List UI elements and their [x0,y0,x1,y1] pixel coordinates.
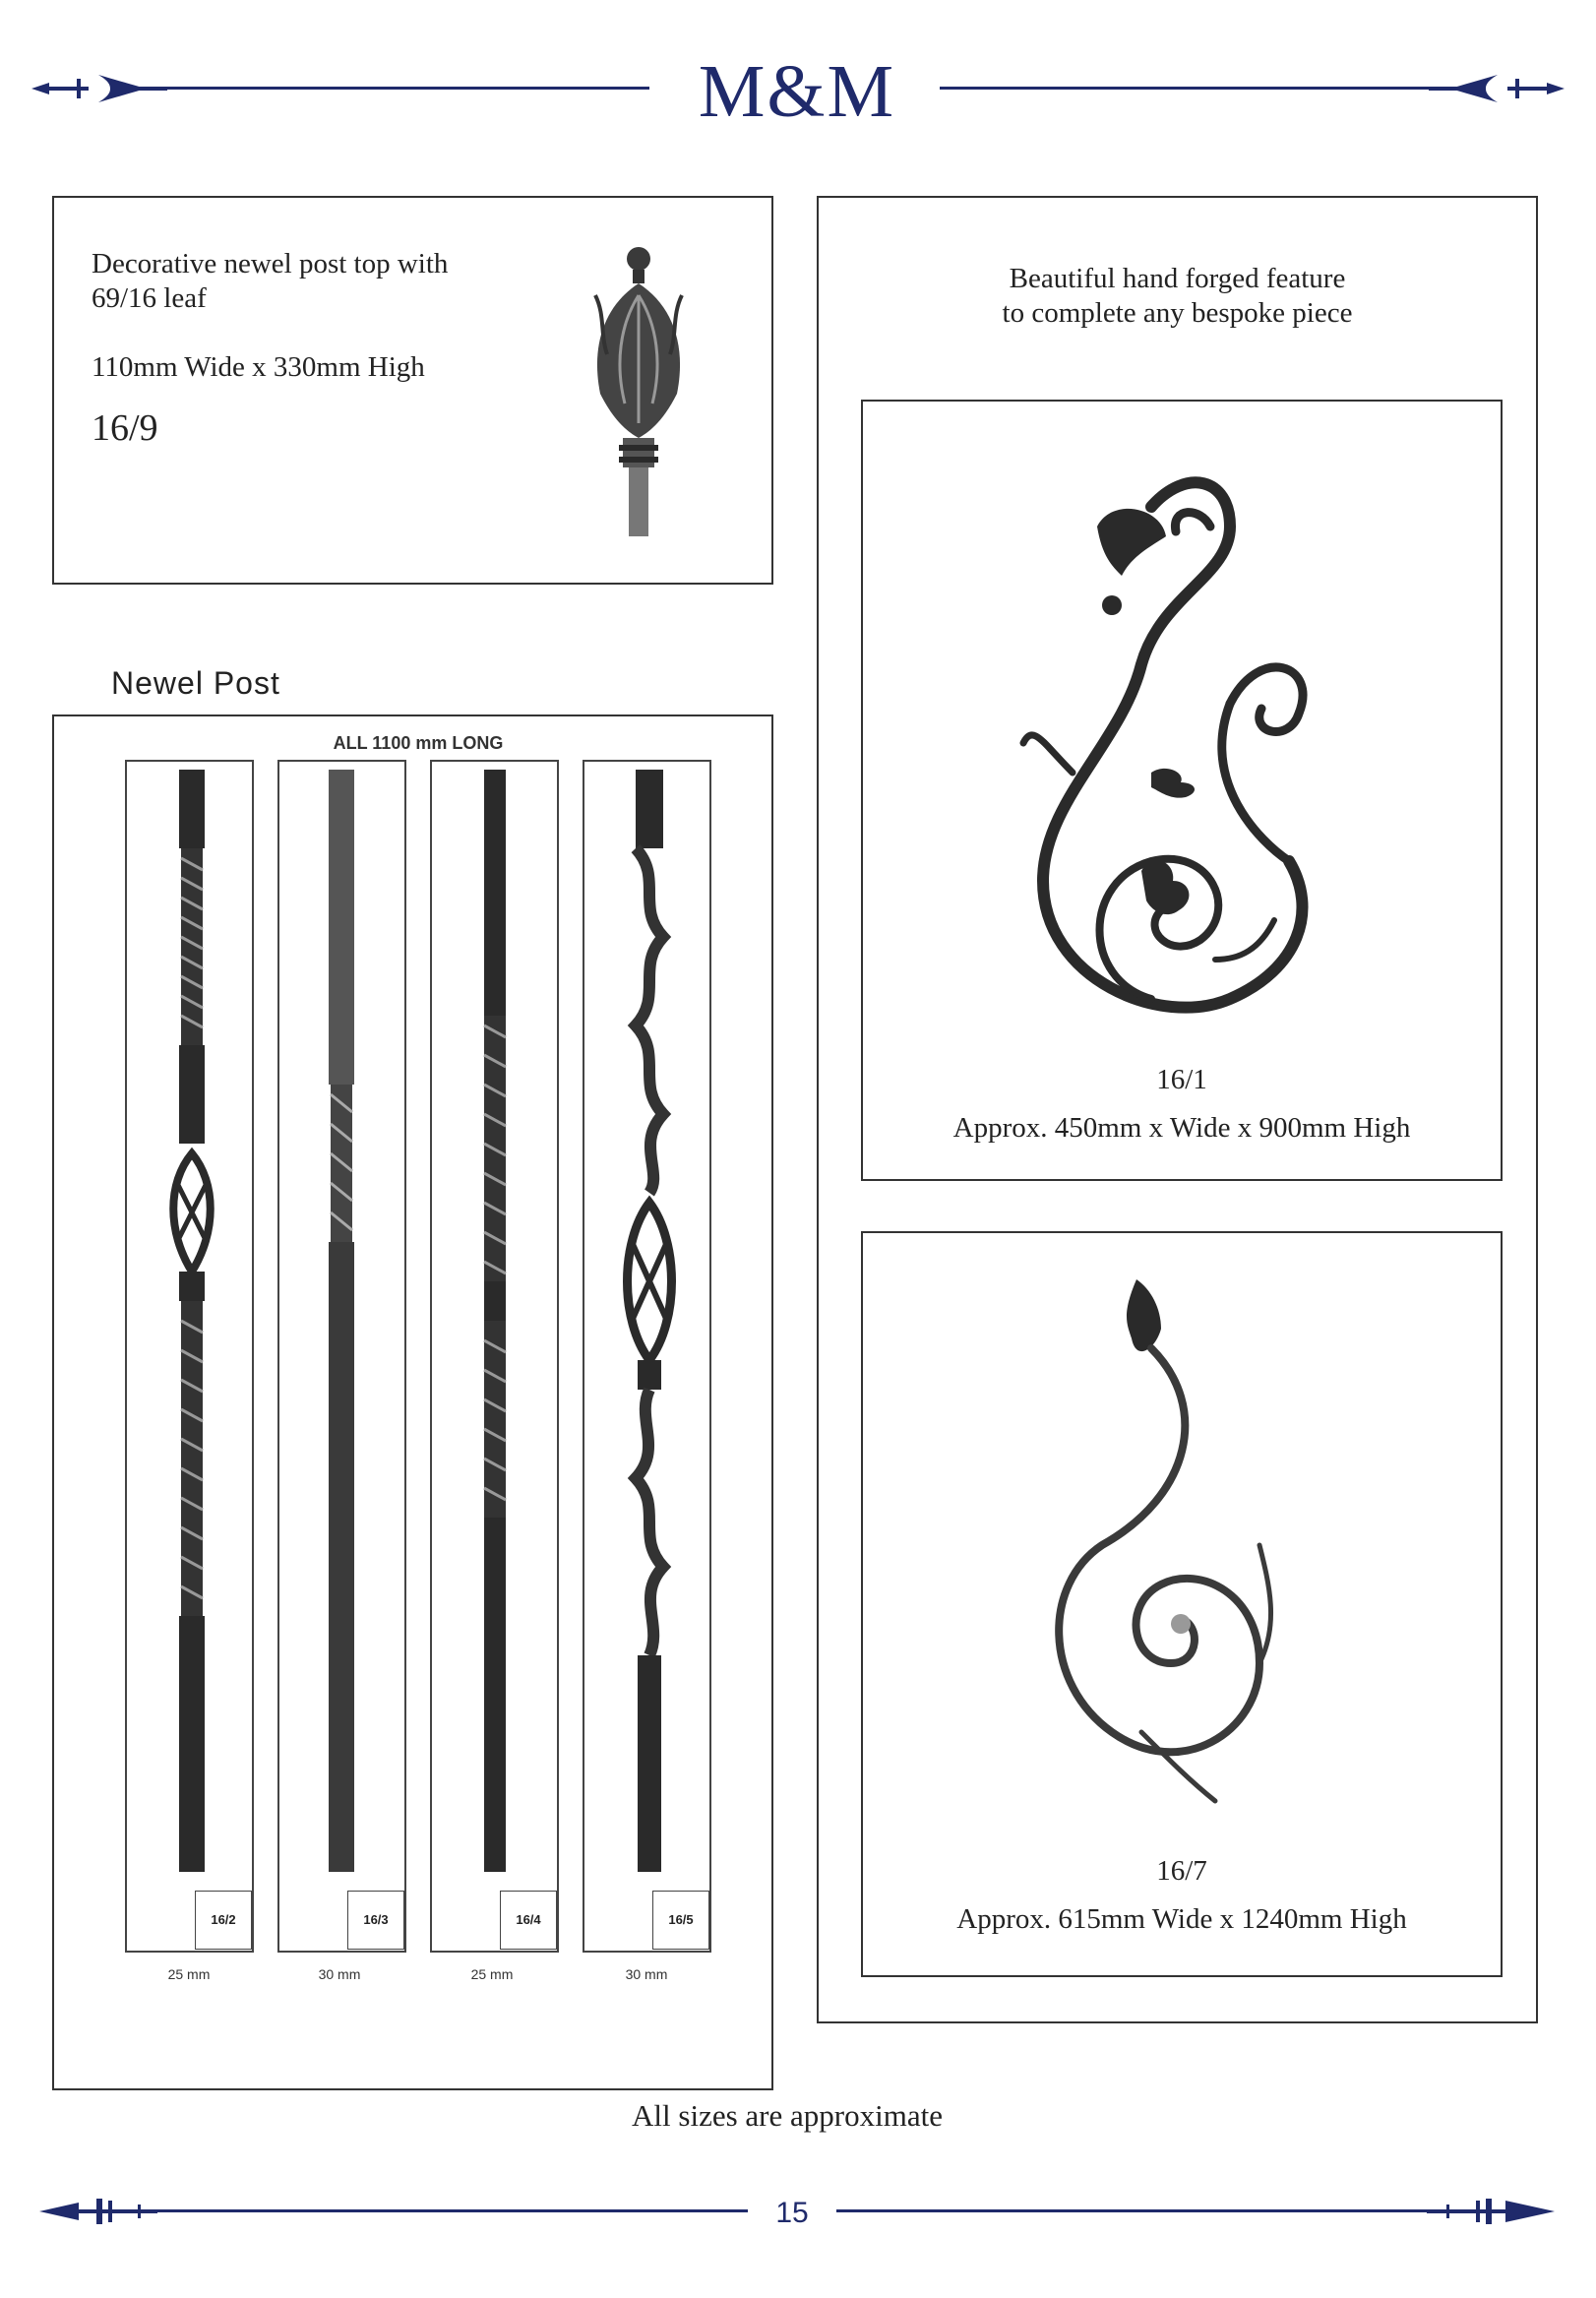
newel-top-desc-2: 69/16 leaf [92,282,207,314]
feature-intro-2: to complete any bespoke piece [1002,297,1353,329]
page-number: 15 [775,2197,809,2229]
feature-intro-1: Beautiful hand forged feature [1009,263,1346,294]
footer-rule-right [836,2209,1437,2212]
footer-finial-left-icon [39,2193,157,2230]
header-finial-left-icon [30,67,167,110]
dragon-scroll-image-16-7 [1023,1270,1319,1821]
newel-top-desc-1: Decorative newel post top with [92,248,449,279]
brand-title: M&M [698,50,896,133]
post-image-16-2 [167,770,216,1882]
newel-top-finial-image [576,236,713,541]
post-tag-16-2: 16/2 [195,1891,252,1950]
post-size-16-4: 25 mm [470,1966,514,1982]
dragon-scroll-image-16-1 [1004,448,1328,1038]
newel-top-dimensions: 110mm Wide x 330mm High [92,351,425,383]
footer-finial-right-icon [1427,2193,1555,2230]
post-size-16-5: 30 mm [625,1966,668,1982]
feature-item-16-7-code: 16/7 [1156,1855,1207,1887]
newel-post-title: Newel Post [111,665,280,701]
feature-item-16-1-dimensions: Approx. 450mm x Wide x 900mm High [952,1112,1411,1144]
header-rule-left [148,87,649,90]
post-image-16-5 [620,770,679,1882]
newel-post-length-note: ALL 1100 mm LONG [333,733,504,753]
header-finial-right-icon [1429,67,1566,110]
post-size-16-2: 25 mm [167,1966,211,1982]
post-image-16-4 [470,770,520,1882]
post-tag-16-3: 16/3 [347,1891,404,1950]
feature-item-16-1-code: 16/1 [1156,1064,1207,1095]
post-tag-16-4: 16/4 [500,1891,557,1950]
newel-top-code: 16/9 [92,407,158,449]
footer-rule-left [138,2209,748,2212]
footer-note: All sizes are approximate [632,2098,943,2133]
post-size-16-3: 30 mm [318,1966,361,1982]
post-tag-16-5: 16/5 [652,1891,709,1950]
post-image-16-3 [317,770,366,1882]
header-rule-right [940,87,1442,90]
feature-item-16-7-dimensions: Approx. 615mm Wide x 1240mm High [956,1903,1407,1935]
